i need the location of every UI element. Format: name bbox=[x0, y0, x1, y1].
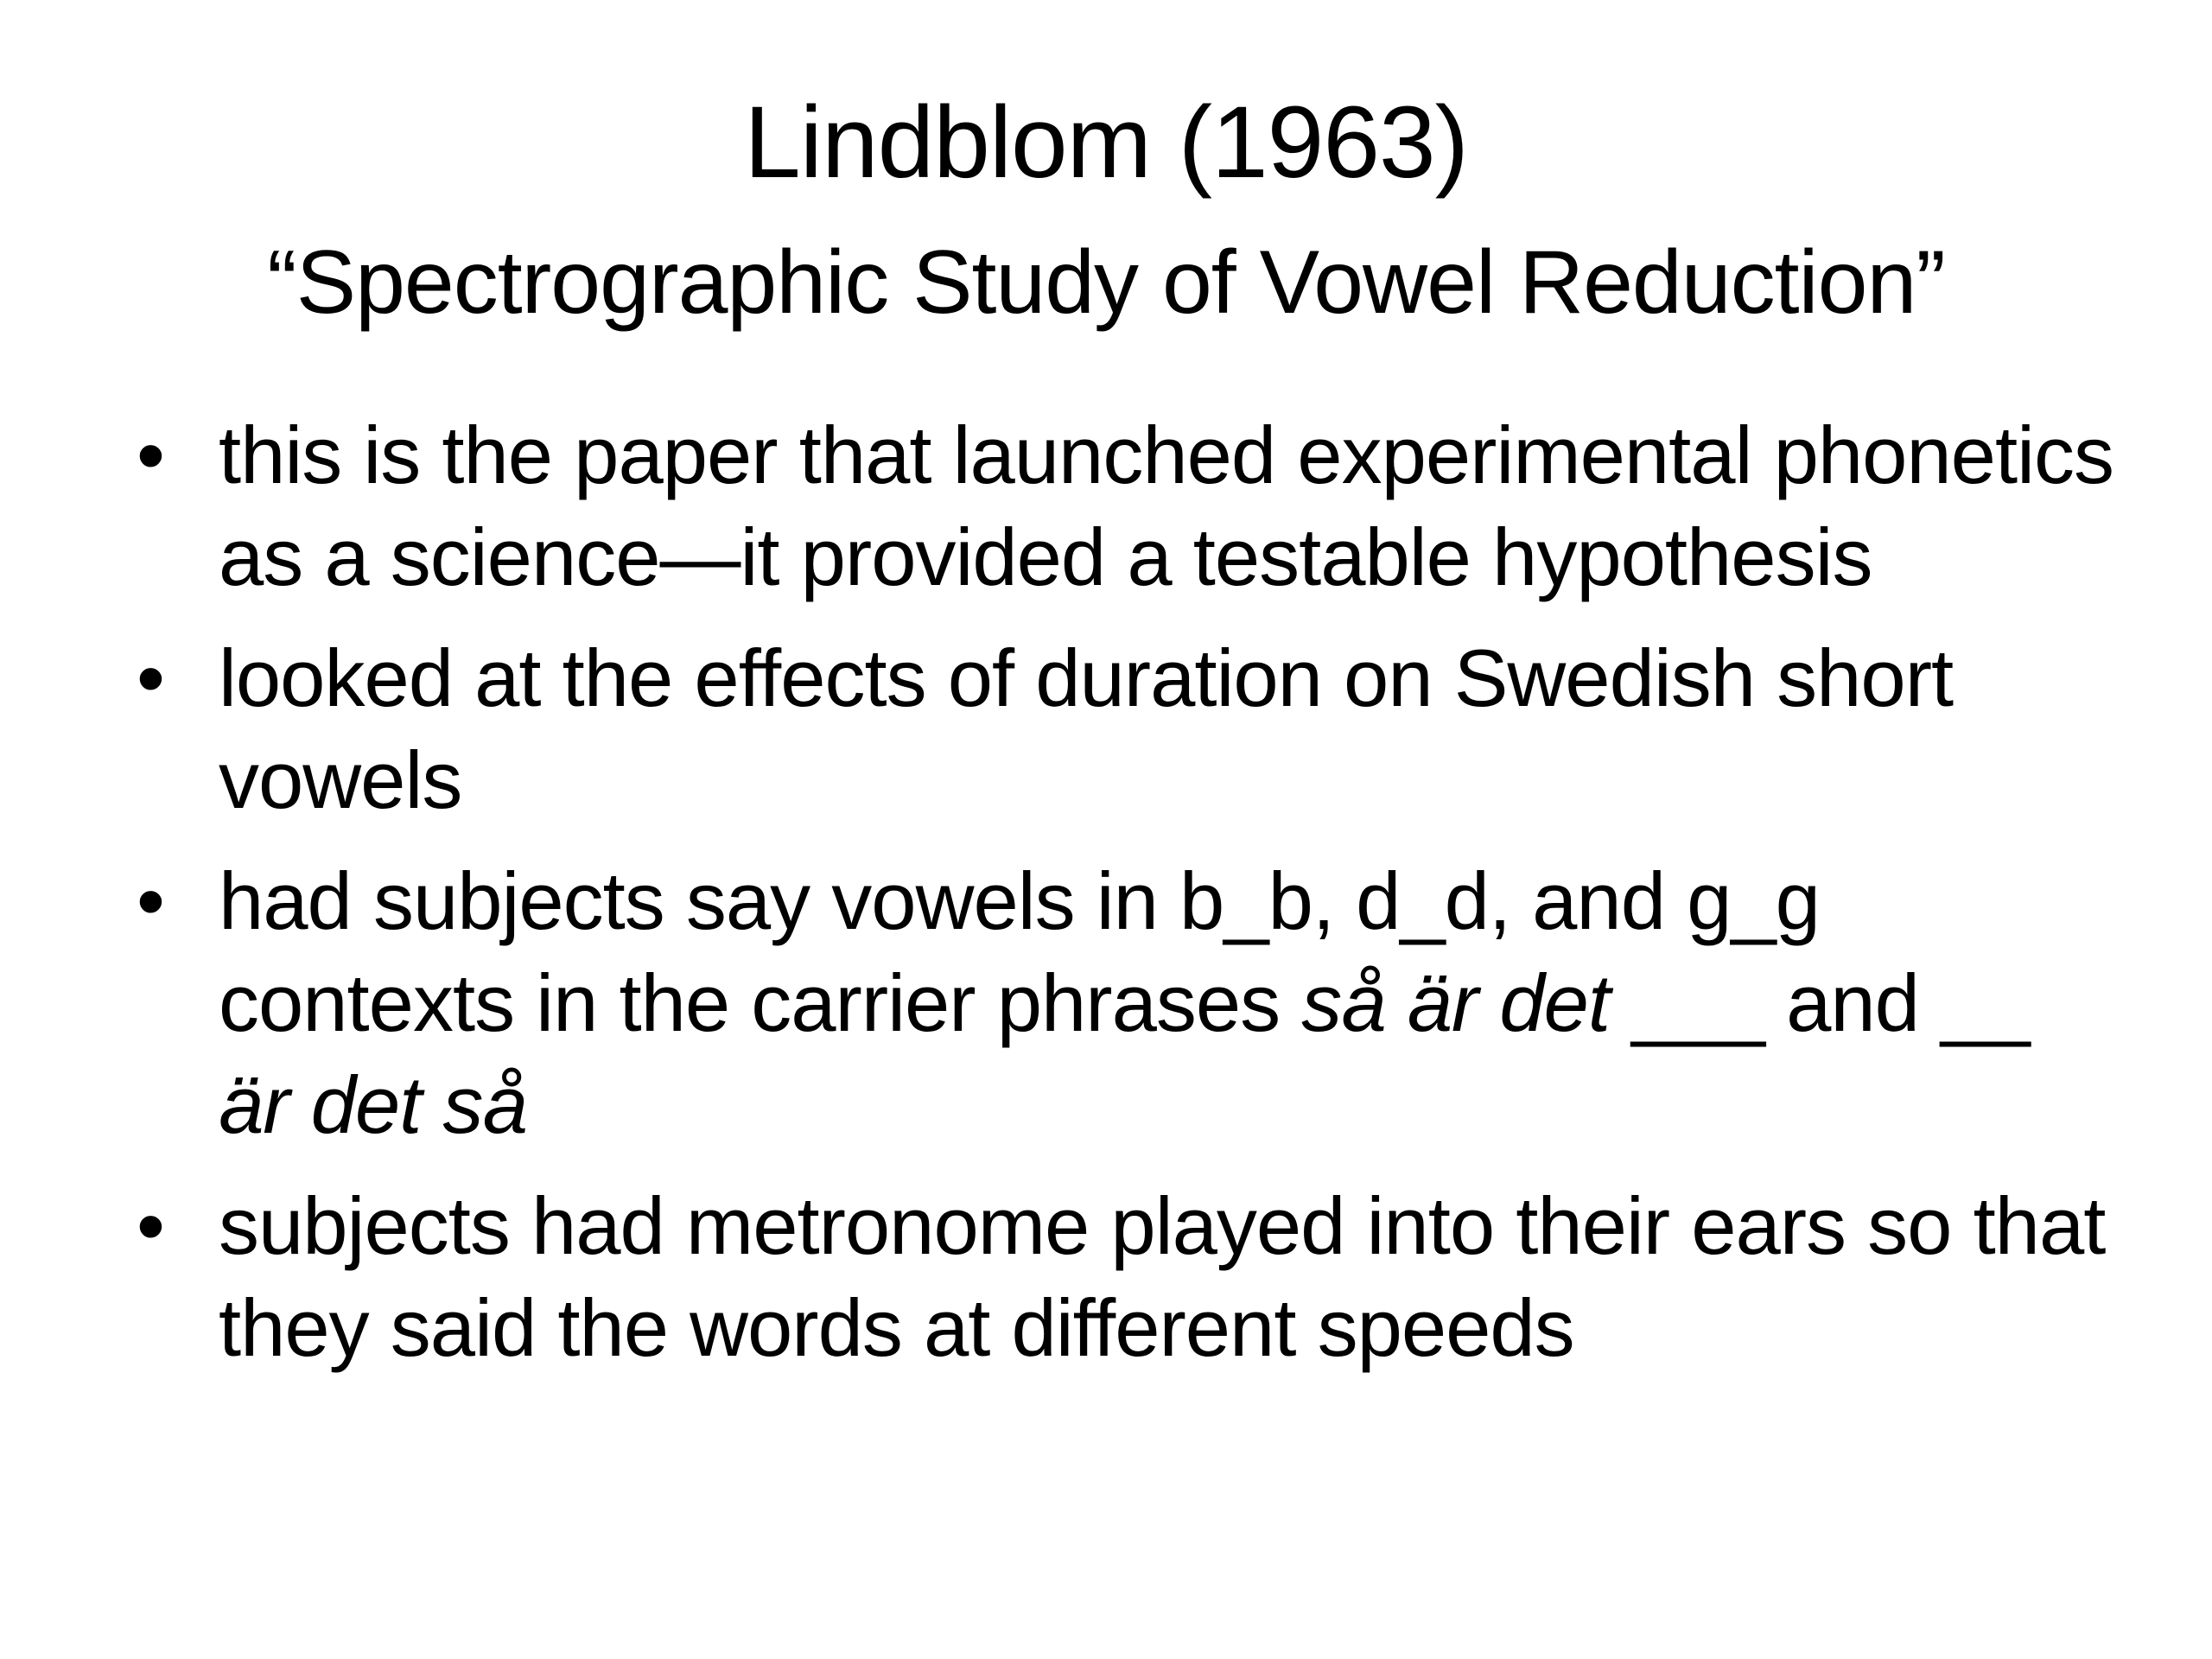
bullet-marker: • bbox=[137, 410, 164, 500]
italic-swedish-phrase: så är det bbox=[1301, 957, 1611, 1048]
bullet-item bbox=[130, 627, 2117, 831]
slide-subtitle: “Spectrographic Study of Vowel Reduction” bbox=[267, 232, 1945, 333]
bullet-marker: • bbox=[137, 632, 164, 723]
bullet-item bbox=[130, 1175, 2117, 1379]
bullet-marker: • bbox=[137, 855, 164, 946]
bullet-item bbox=[130, 404, 2117, 608]
bullet-marker: • bbox=[137, 1180, 164, 1271]
bullet-text: looked at the effects of duration on Swedish short vowels bbox=[219, 632, 1954, 825]
bullet-text-part: ___ and __ bbox=[1610, 957, 2030, 1048]
italic-swedish-phrase: är det så bbox=[219, 1059, 527, 1150]
bullet-text: subjects had metronome played into their ears so that they said the words at different speeds bbox=[219, 1180, 2106, 1373]
bullet-text: this is the paper that launched experimental phonetics as a science—it provided a testable hypothesis bbox=[219, 410, 2113, 602]
bullet-text-part: had subjects say vowels in b_b, d_d, and g_g contexts in the carrier phrases bbox=[219, 855, 1820, 1048]
bullet-list bbox=[130, 404, 2117, 1398]
slide-title: Lindblom (1963) bbox=[744, 86, 1468, 200]
bullet-item bbox=[130, 850, 2117, 1156]
